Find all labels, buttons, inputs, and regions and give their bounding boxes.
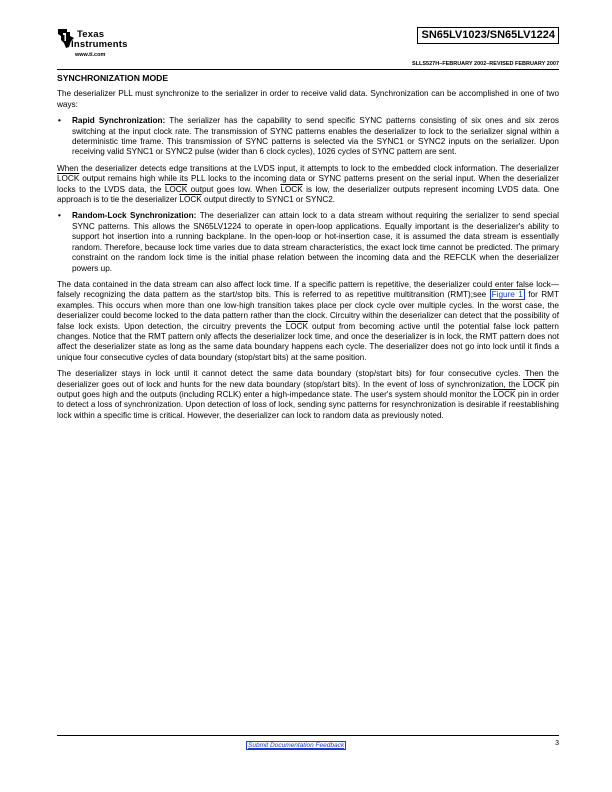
page-number: 3: [555, 740, 559, 747]
header-rule: [57, 69, 559, 70]
sync-method-list-1: [57, 116, 559, 158]
website-url[interactable]: www.ti.com: [75, 52, 106, 58]
text-run: pin output goes high and the outputs (including RCLK) enter a high-impedance state. The user's system should monitor the: [57, 379, 559, 399]
lock-signal: LOCK: [179, 195, 202, 205]
intro-paragraph: The deserializer PLL must synchronize to the serializer in order to receive valid data. Synchronization can be accomplished in one of two ways:: [57, 89, 559, 109]
rapid-sync-lead: Rapid Synchronization:: [72, 116, 166, 126]
rapid-sync-text: The serializer has the capability to send specific SYNC patterns consisting of six ones and six zeros switching at the input clock rate. The transmission of SYNC patterns enables the deserializer to lock to the serializer signal within a deterministic time frame. This transmission of SYNC patterns is selected via the SYNC1 or SYNC2 inputs on the serializer. Upon receiving valid SYNC1 or SYNC2 pulse (wider than 6 clock cycles), 1026 cycles of SYNC pattern are sent.: [72, 116, 559, 157]
random-lock-text: The deserializer can attain lock to a data stream without requiring the serializer to send special SYNC patterns. This allows the SN65LV1224 to operate in open-loop applications. Equally important is the deserializer's ability to support hot insertion into a running backplane. In the open-loop or hot-insertion case, it is assumed the data stream is essentially random. Therefore, because lock time varies due to data stream characteristics, the exact lock time cannot be predicted. The primary constraint on the random lock time is the initial phase relation between the incoming data and the REFCLK when the deserializer powers up.: [72, 211, 559, 273]
section-title: SYNCHRONIZATION MODE: [57, 73, 169, 83]
lock-signal: LOCK: [493, 389, 516, 399]
text-run: output from becoming active until the potential false lock pattern changes. Notice that the RMT pattern only affects the deserializer lock time, and once the deserializer is in lock, the RMT pattern does not affect the deserializer state as long as the same data boundary happens each cycle. The deserializer does not go into lock until it finds a unique four consecutive cycles of data boundary (stop/start bits) at the same position.: [57, 321, 559, 362]
list-item-rapid-sync: [57, 116, 559, 158]
sync-method-list-2: [57, 211, 559, 273]
brand-name-line2: Instruments: [71, 39, 128, 50]
text-run: output goes low. When: [187, 184, 281, 194]
text-run: output directly to SYNC1 or SYNC2.: [201, 195, 336, 205]
lock-signal: LOCK: [57, 174, 80, 184]
figure-1-link[interactable]: Figure 1: [491, 290, 523, 300]
bullet-icon: •: [58, 211, 61, 221]
lock-signal: LOCK: [522, 379, 546, 389]
lock-signal: LOCK: [280, 184, 303, 194]
lock-signal: LOCK: [164, 184, 188, 194]
text-run: The deserializer stays in lock until it cannot detect the same data boundary (stop/start bits) for four consecutive cycles. Then the deserializer goes out of lock and hunts for the new data boundary (stop/start bits). In the event of loss of synchronization, the: [57, 369, 559, 389]
text-run: The data contained in the data stream can also affect lock time. If a specific pattern is repetitive, the deserializer could enter false lock—falsely recognizing the data pattern as the start/stop bits. This is referred to as repetitive multitransition (RMT);see: [57, 279, 559, 300]
bullet-icon: •: [58, 116, 61, 126]
rmt-paragraph: [57, 280, 559, 363]
document-id: SLLS527H–FEBRUARY 2002–REVISED FEBRUARY 2007: [411, 61, 559, 67]
part-number: SN65LV1023/SN65LV1224: [417, 27, 559, 44]
ti-logo: [57, 27, 137, 63]
text-run: output remains high while its PLL locks to the incoming data or SYNC patterns present on the serial input. When the deserializer locks to the LVDS data, the: [57, 174, 559, 194]
document-body: [57, 73, 559, 427]
brand-name-line1: Texas: [77, 29, 105, 40]
text-run: When the deserializer detects edge transitions at the LVDS input, it attempts to lock to the embedded clock information. The deserializer: [57, 163, 559, 173]
lock-paragraph: [57, 164, 559, 206]
lock-signal: LOCK: [285, 321, 309, 331]
footer-rule: [57, 735, 559, 736]
loss-of-lock-paragraph: [57, 369, 559, 421]
submit-feedback-link[interactable]: Submit Documentation Feedback: [248, 742, 345, 749]
text-run: is low, the deserializer outputs represent incoming LVDS data. One approach is to tie the deserializer: [57, 184, 559, 205]
text-run: pin in order to detect a loss of synchronization. Upon detection of loss of lock, sending sync patterns for resynchronization is desirable if reestablishing lock within a specific time is critical. However, the deserializer can lock to random data as previously noted.: [57, 389, 559, 420]
random-lock-lead: Random-Lock Synchronization:: [72, 211, 197, 221]
list-item-random-lock: [57, 211, 559, 273]
text-run: for RMT examples. This occurs when more than one low-high transition takes place per clock cycle over multiple cycles. In the worst case, the deserializer could become locked to the data pattern rather than the clock. Circuitry within the deserializer can detect that the possibility of false lock exists. Upon detection, the circuitry prevents the: [57, 290, 560, 331]
